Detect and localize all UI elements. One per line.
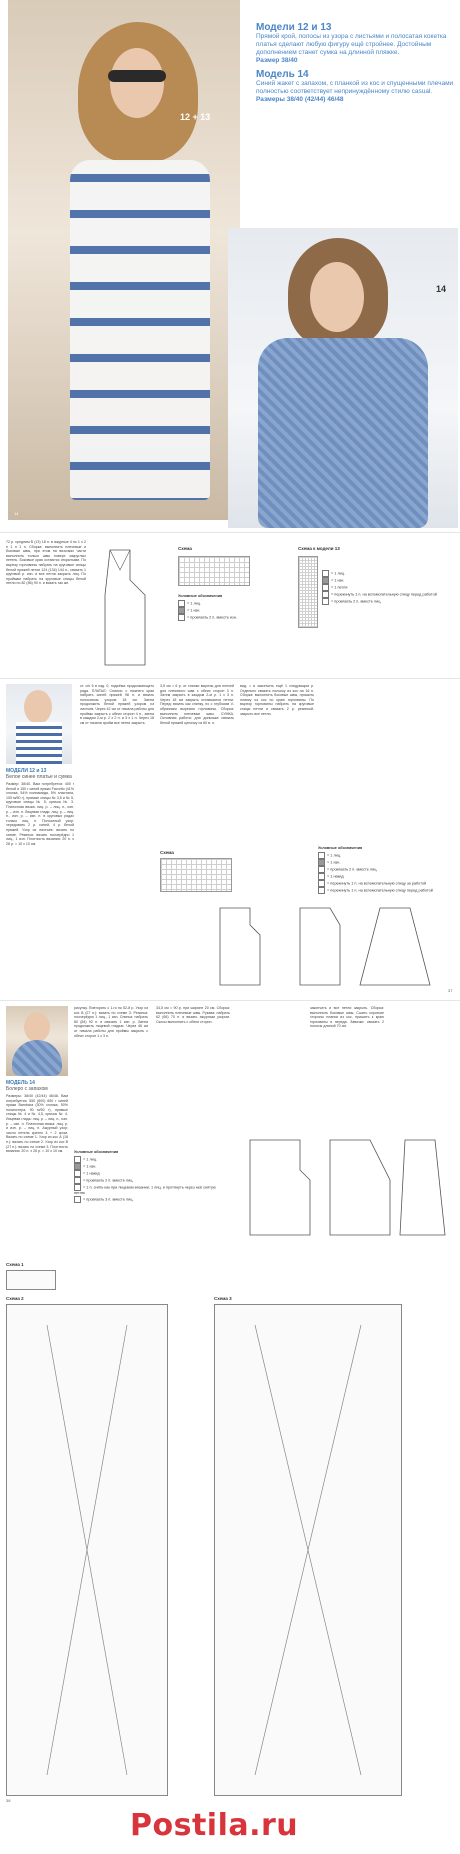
pattern-pieces-svg (210, 900, 450, 990)
legend-item: = провязать 2 п. вместе лиц. (322, 598, 442, 605)
striped-top (16, 722, 62, 764)
legend-title: Условные обозначения (74, 1150, 119, 1154)
chart-title: Схема (160, 850, 174, 855)
legend-item: = перекинуть 1 п. на вспомогательную спицу перед работой (318, 887, 438, 894)
face (24, 1012, 50, 1042)
text-column: закончить и все петли закрыть. Сборка: выполнить боковые швы. Сшить короткие стороны планки из кос, пришить к краю горловины и переда. Завязки: связать 2 полосы длиной 70 см. (310, 1006, 384, 1029)
legend (318, 846, 438, 894)
chart-title: Схема 1 (6, 1262, 24, 1267)
legend-item: = провязать 2 п. вместе лиц. (74, 1177, 224, 1184)
legend-title: Условные обозначения (178, 594, 223, 598)
garment-schematics (210, 900, 450, 990)
photo-model-thumb (6, 684, 72, 764)
text-column: рисунку. Повторять с 1-го по 52-й р. Узор из кос В (27 п.): вязать по схеме 3. Резинка: поочерёдно 1 лиц., 1 изн. Спинка: набрать 80 (84) 92 п. и связать 1 изн. р. Затем продолжить лицевой гладью. Через 46 см от начала работы для проймы закрыть с обеих сторон 1 х 3 п. (74, 1006, 148, 1038)
page-separator (0, 532, 460, 533)
legend-item: = 1 накид (74, 1170, 224, 1177)
legend-item: = перекинуть 1 п. на вспомогательную спицу за работой (318, 880, 438, 887)
legend-item: = 1 изн. (318, 859, 438, 866)
legend-item: = провязать 2 п. вместе лиц. (318, 866, 438, 873)
legend (322, 570, 442, 605)
legend-item: = перекинуть 1 п. на вспомогательную спицу перед работой (322, 591, 442, 598)
legend-title: Условные обозначения (318, 846, 363, 850)
photo-models-12-13 (8, 0, 240, 520)
legend-item: = 1 лиц. (322, 570, 442, 577)
text-column: вид, ≈ и закончить ещё 1 следующим р. Отдельно связать полоску из кос на 16 п. Сборка: выполнить боковые швы, пришить планку из кос по краю горловины. По вырезу горловины набрать на круговые спицы петли и связать 2 р. резинкой, закрыть все петли. (240, 684, 314, 716)
legend-item: = провязать 2 п. вместе изн. (178, 614, 258, 621)
caption-title-1: Модели 12 и 13 (256, 22, 332, 33)
knit-chart-3 (214, 1304, 402, 1796)
label-12-13: 12 + 13 (180, 112, 211, 122)
legend-item: = 1 лиц. (74, 1156, 224, 1163)
text-column: 72 р. средним В (13) 18 п. в ажурные 4 нс 1 х 2 п 1 п 1 п. Сборка: выполнить плечевые и боковые швы, при этом на вязочках части выполнить только швы поверх закруглых петель. Боковые края остаются открытыми. По вырезу горловины набрать на круговые спицы белой пряжей петли 124 (134) 144 п., связать 1 круговой р. изн. и все петли закрыть лиц. По проймам набрать на круговые спицы белой петли по 82 (86) 90 п. и вязать так же. (6, 540, 86, 586)
page-number: 37 (448, 988, 453, 993)
postila-watermark: Postila.ru (130, 1808, 299, 1843)
cable-pattern-svg (7, 1305, 167, 1795)
text-column: 34,5 см = 90 р. при ширине 20 см. Сборка: выполнить плечевые швы. Рукава: набрать 62 (66) 70 п. и вязать ажурным узором. Скосы выполнить с обеих сторон. (156, 1006, 230, 1024)
knit-chart-1 (6, 1270, 56, 1290)
caption-text-2: Синий жакет с запахом, с планкой из кос и спущенными плечами полностью соответствует непринуждённому стилю casual. (256, 80, 454, 95)
legend-item: = 1 лиц. (318, 852, 438, 859)
caption-text-1: Прямой крой, полосы из узора с листьями и полосатая кокетка платья сделают любую фигуру ещё стройнее. Достойным дополнением станет сумка на длинной пляжке. (256, 33, 447, 56)
knit-chart-2 (6, 1304, 168, 1796)
bolero-pieces-svg (240, 1130, 450, 1240)
legend-item: = 1 петля (322, 584, 442, 591)
legend-item: = 1 лиц. (178, 600, 258, 607)
face (24, 690, 52, 724)
section-subtitle: Болеро с запахом (6, 1086, 48, 1092)
blue-cardigan (12, 1040, 62, 1076)
section-title: МОДЕЛИ 12 и 13 (6, 768, 47, 774)
caption-block (256, 22, 454, 104)
page-number: 38 (6, 1798, 11, 1803)
chart-title: Схема к модели 13 (298, 546, 340, 551)
text-column: ст. с/н 6 в изд. 0, подъёма продолжающего ряда. ПЛАТЬЕ: Спинка: с нижнего края набрать синей пряжей 98 п. и вязать полосатым узором 18 см. Затем продолжить белой пряжей узором из листьев. Через 42 см от начала работы для проймы закрыть с обеих сторон 4 п., затем в каждом 2-м р. 2 х 2 п. и 3 х 1 п. Через 18 см от начала пройм все петли закрыть. (80, 684, 154, 725)
text-column: Размер: 38/40. Вам потребуется: 400 г белой и 150 г синей пряжи Favorito (41% хлопка, 54% полиамида, 5% эластана, 105 м/50 г), прямые спицы № 3,5 и № 5, круговые спицы № 5, крючок № 3. Платочная вязка: лиц. р. – лиц. п., изн. р. – изн. п. Лицевая гладь: лиц. р. – лиц. п., изн. р. – изн. п. в круговых рядах только лиц. п. Полосатый узор: чередовать 2 р. синей, 4 р. белой пряжей. Узор из листьев: вязать по схеме. Резинка: вязать поочерёдно 1 лиц., 1 изн. Плотность вязания: 20 п. х 28 р. = 10 х 10 см. (6, 782, 74, 846)
face (110, 48, 164, 118)
legend-item: = 1 п. снять как при лицевом вязании, 1 лиц. и протянуть через неё снятую петлю (74, 1185, 216, 1195)
knit-chart-leaves (160, 858, 232, 892)
photo-model-14 (228, 228, 458, 528)
page-separator (0, 678, 460, 679)
section-subtitle: Белое синее платье и сумка (6, 774, 72, 780)
dress-outline-svg (90, 540, 170, 670)
knit-chart (178, 556, 250, 586)
caption-size-1: Размер 38/40 (256, 57, 298, 64)
blue-cardigan (258, 338, 428, 528)
garment-schematics (240, 1130, 450, 1240)
text-column: Размеры: 38/40 (42/44) 46/48. Вам потребуется: 550 (600) 650 г синей пряжи Bambara (30% хлопка, 50% полиэстера, 90 м/50 г), прямые спицы № 4 и № 4,5, крючок № 4. Лицевая гладь: лиц. р. – лиц. п., изн. р. – изн. п. Платочная вязка: лиц. р. и изн. р. – лиц. п. Ажурный узор: число петель кратно 4 + 2 кром. Вязать по схеме 1. Узор из кос А (18 п.): вязать по схеме 2. Узор из кос В (27 п.): вязать по схеме 3. Плотность вязания: 20 п. х 26 р. = 10 х 10 см. (6, 1094, 68, 1154)
cable-pattern-svg (215, 1305, 401, 1795)
knit-chart-model-13 (298, 556, 318, 628)
label-14: 14 (436, 284, 447, 294)
chart-title: Схема (178, 546, 192, 551)
legend-item: = 1 накид (318, 873, 438, 880)
legend-item: = 1 изн. (74, 1163, 224, 1170)
sunglasses (108, 70, 166, 82)
chart-title: Схема 3 (214, 1296, 232, 1301)
face (310, 262, 364, 332)
garment-schematic (90, 540, 170, 670)
caption-title-2: Модель 14 (256, 69, 309, 80)
chart-title: Схема 2 (6, 1296, 24, 1301)
caption-size-2: Размеры 38/40 (42/44) 46/48 (256, 96, 344, 103)
text-column: 3,5 см = 6 р. от спинки вырезы для плечей для плечевого шва с обеих сторон 3 п. Затем закрыть в каждом 2-м р. 1 х 3 п. Через 18 см закрыть оставшиеся петли. Перед: вязать как спинку, но с глубоким V-образным вырезом горловины. Сборка: выполнить плечевые швы. СУМКА. Основная работа: для донышка связать белой пряжей цепочку из 60 в. п. (160, 684, 234, 725)
legend (74, 1150, 224, 1203)
page-number-left: 14 (14, 511, 19, 516)
photo-model-14-thumb (6, 1006, 68, 1076)
legend-item: = провязать 3 п. вместе лиц. (74, 1196, 224, 1203)
page-separator (0, 1000, 460, 1001)
legend-item: = 1 изн. (178, 607, 258, 614)
striped-dress (70, 160, 210, 500)
section-title: МОДЕЛЬ 14 (6, 1080, 35, 1086)
legend (178, 594, 258, 621)
legend-item: = 1 изн. (322, 577, 442, 584)
